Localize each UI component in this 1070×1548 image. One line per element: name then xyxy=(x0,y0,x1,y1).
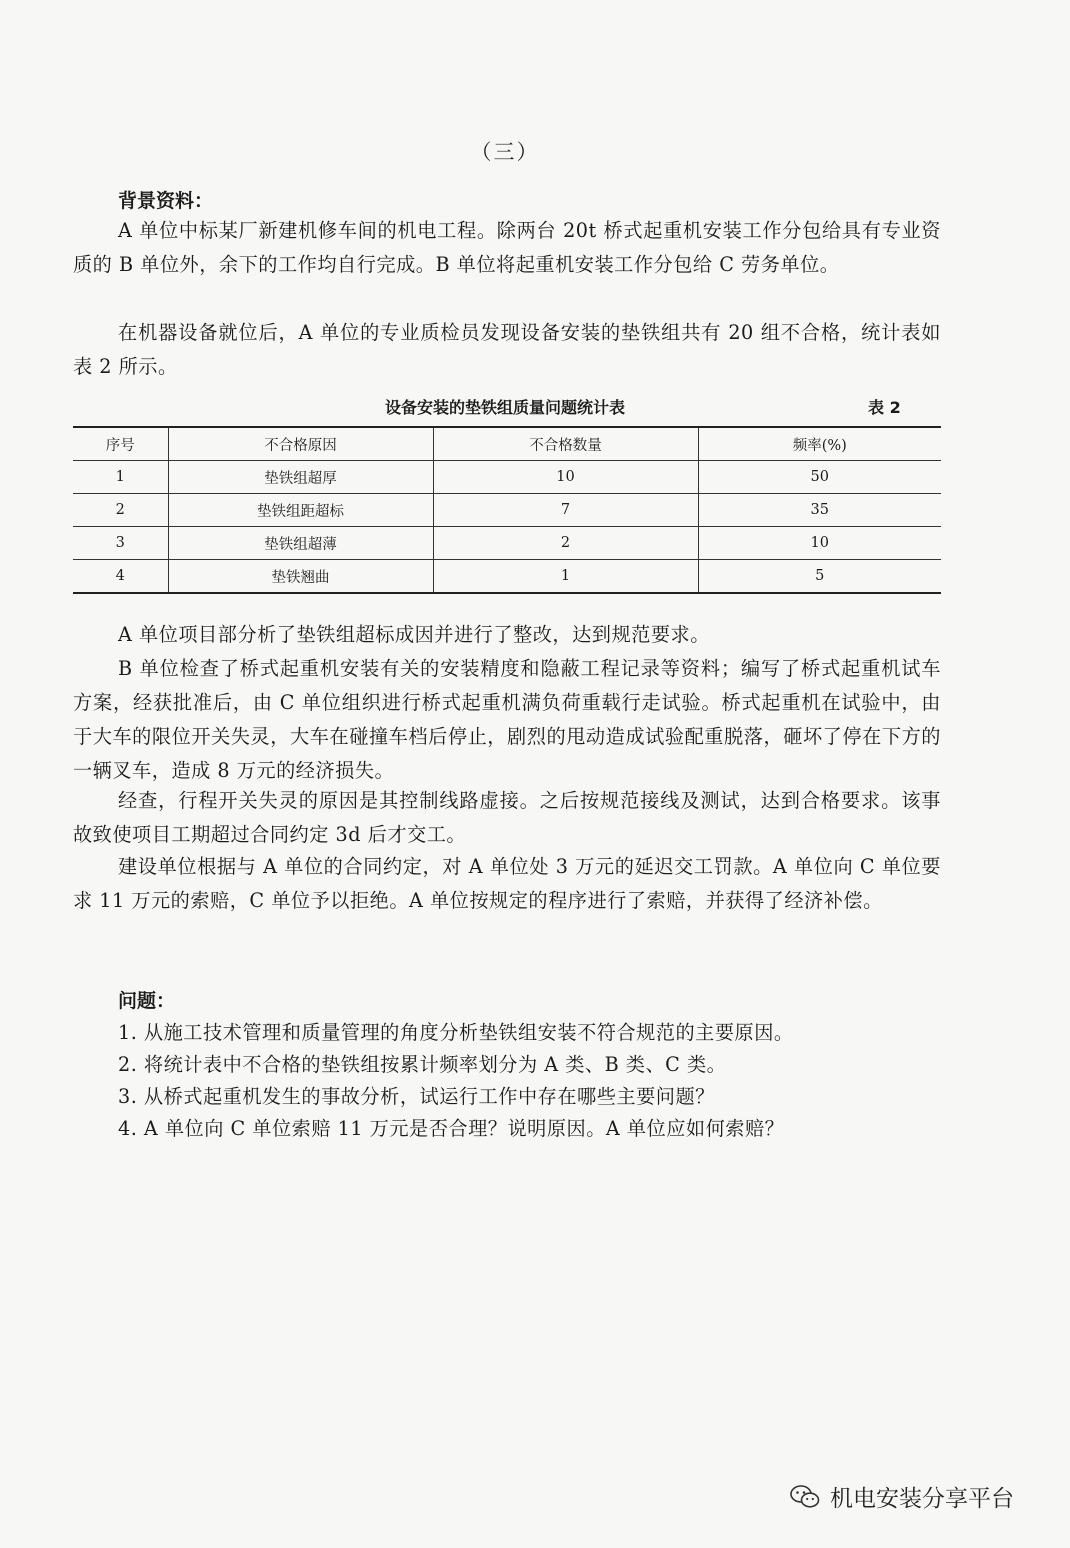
cell-count: 1 xyxy=(433,560,698,594)
wechat-icon xyxy=(790,1484,820,1510)
cell-frequency: 35 xyxy=(698,494,941,527)
cell-index: 3 xyxy=(73,527,168,560)
cell-count: 2 xyxy=(433,527,698,560)
cell-frequency: 5 xyxy=(698,560,941,594)
watermark-text: 机电安装分享平台 xyxy=(830,1486,1014,1512)
analysis-paragraph-4: 建设单位根据与 A 单位的合同约定，对 A 单位处 3 万元的延迟交工罚款。A 单位向 C 单位要求 11 万元的索赔，C 单位予以拒绝。A 单位按规定的程序进行了索赔，并获得了经济补偿。 xyxy=(73,855,941,912)
header-frequency: 频率(%) xyxy=(698,427,941,461)
cell-index: 1 xyxy=(73,461,168,494)
cell-count: 10 xyxy=(433,461,698,494)
watermark xyxy=(790,1480,1014,1513)
question-1: 1. 从施工技术管理和质量管理的角度分析垫铁组安装不符合规范的主要原因。 xyxy=(118,1021,794,1044)
analysis-paragraph-2: B 单位检查了桥式起重机安装有关的安装精度和隐蔽工程记录等资料；编写了桥式起重机试车方案，经获批准后，由 C 单位组织进行桥式起重机满负荷重载行走试验。桥式起重机在试验中，由于大车的限位开关失灵，大车在碰撞车档后停止，剧烈的甩动造成试验配重脱落，砸坏了停在下方的一辆叉车，造成 8 万元的经济损失。 xyxy=(73,657,941,782)
analysis-paragraph-1: A 单位项目部分析了垫铁组超标成因并进行了整改，达到规范要求。 xyxy=(118,623,710,646)
cell-index: 4 xyxy=(115,568,125,584)
header-reason: 不合格原因 xyxy=(168,427,433,461)
header-index: 序号 xyxy=(73,427,168,461)
table-row xyxy=(73,461,941,494)
table-header-row xyxy=(73,427,941,461)
question-2: 2. 将统计表中不合格的垫铁组按累计频率划分为 A 类、B 类、C 类。 xyxy=(118,1053,727,1076)
background-paragraph-1: A 单位中标某厂新建机修车间的机电工程。除两台 20t 桥式起重机安装工作分包给具有专业资质的 B 单位外，余下的工作均自行完成。B 单位将起重机安装工作分包给 C 劳务单位。 xyxy=(73,219,941,276)
question-3: 3. 从桥式起重机发生的事故分析，试运行工作中存在哪些主要问题？ xyxy=(118,1085,715,1108)
background-heading: 背景资料： xyxy=(118,190,214,212)
cell-reason: 垫铁翘曲 xyxy=(168,560,433,594)
table-caption: 设备安装的垫铁组质量问题统计表 xyxy=(384,398,625,417)
cell-frequency: 10 xyxy=(698,527,941,560)
table-row xyxy=(73,527,941,560)
questions-heading: 问题： xyxy=(118,990,176,1012)
table-row xyxy=(73,560,941,594)
analysis-paragraph-3: 经查，行程开关失灵的原因是其控制线路虚接。之后按规范接线及测试，达到合格要求。该事故致使项目工期超过合同约定 3d 后才交工。 xyxy=(73,789,941,846)
table-row xyxy=(73,494,941,527)
cell-count: 7 xyxy=(433,494,698,527)
table-number: 表 2 xyxy=(868,398,901,417)
section-title: （三） xyxy=(470,140,540,164)
cell-frequency: 50 xyxy=(698,461,941,494)
quality-stats-table xyxy=(73,426,941,594)
background-paragraph-2: 在机器设备就位后，A 单位的专业质检员发现设备安装的垫铁组共有 20 组不合格，统计表如表 2 所示。 xyxy=(73,321,941,378)
cell-reason: 垫铁组超厚 xyxy=(168,461,433,494)
cell-reason: 垫铁组距超标 xyxy=(168,494,433,527)
header-count: 不合格数量 xyxy=(433,427,698,461)
cell-index: 2 xyxy=(73,494,168,527)
question-4: 4. A 单位向 C 单位索赔 11 万元是否合理？说明原因。A 单位应如何索赔？ xyxy=(118,1117,785,1140)
cell-reason: 垫铁组超薄 xyxy=(168,527,433,560)
